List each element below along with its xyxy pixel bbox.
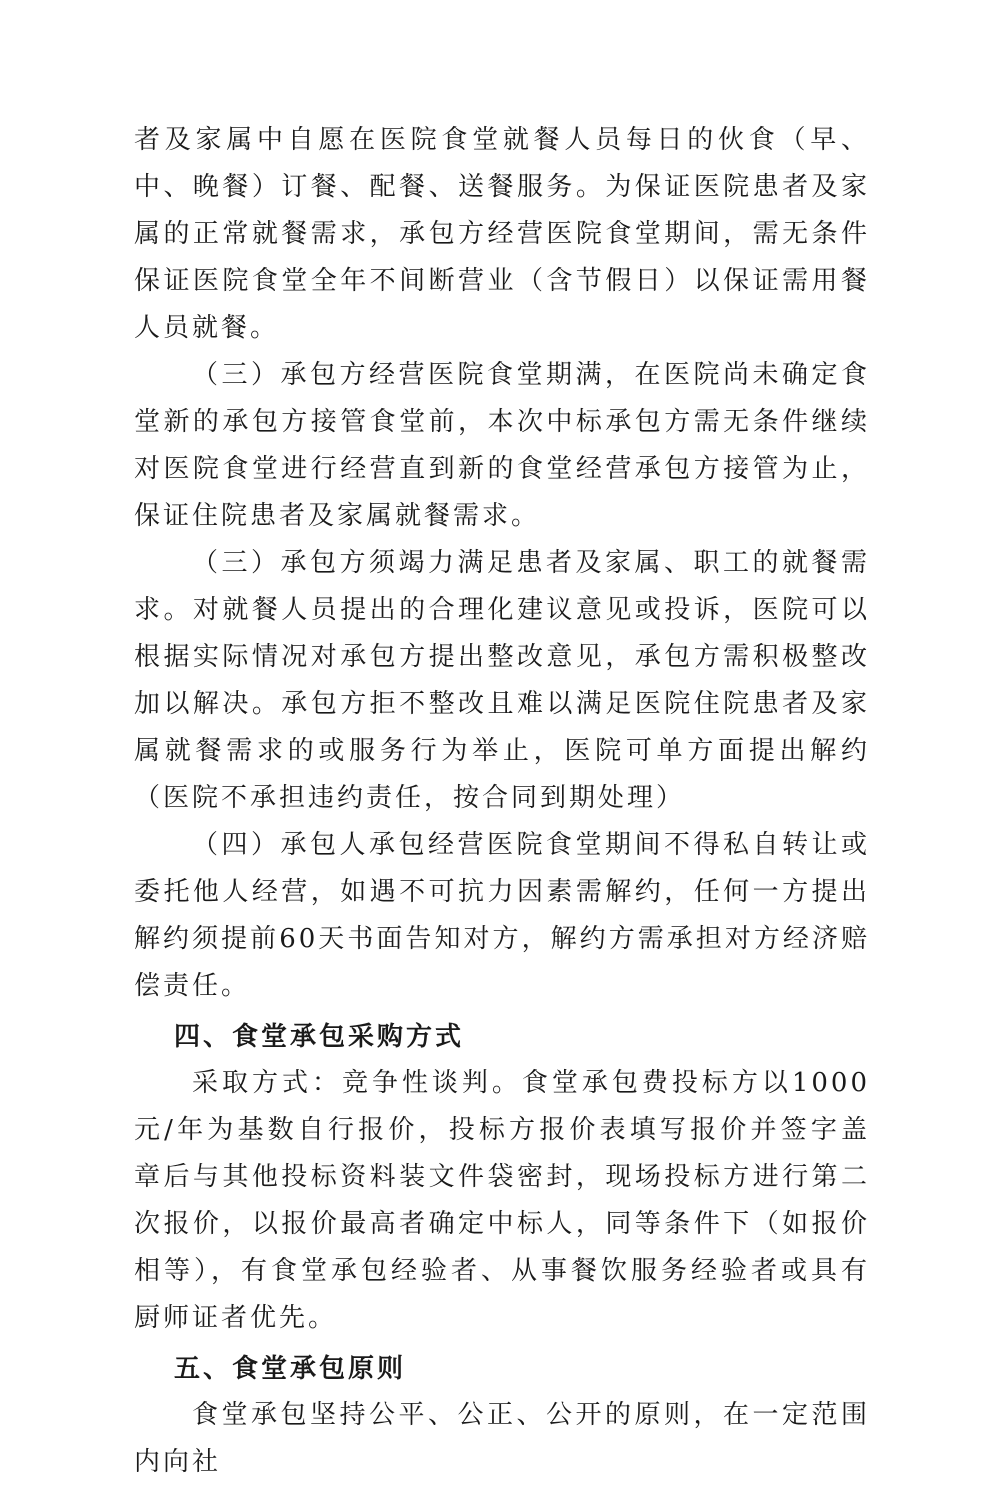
clause-three-b-paragraph: （三）承包方须竭力满足患者及家属、职工的就餐需求。对就餐人员提出的合理化建议意见或投诉，医院可以根据实际情况对承包方提出整改意见，承包方需积极整改加以解决。承包方拒不整改且难以满足医院住院患者及家属就餐需求的或服务行为举止，医院可单方面提出解约（医院不承担违约责任，按合同到期处理） <box>134 548 870 813</box>
document-body <box>134 117 870 1486</box>
section-five-body: 食堂承包坚持公平、公正、公开的原则，在一定范围内向社 <box>134 1400 870 1477</box>
clause-three-a-paragraph: （三）承包方经营医院食堂期满，在医院尚未确定食堂新的承包方接管食堂前，本次中标承包方需无条件继续对医院食堂进行经营直到新的食堂经营承包方接管为止，保证住院患者及家属就餐需求。 <box>134 360 870 531</box>
continuation-paragraph: 者及家属中自愿在医院食堂就餐人员每日的伙食（早、中、晚餐）订餐、配餐、送餐服务。为保证医院患者及家属的正常就餐需求，承包方经营医院食堂期间，需无条件保证医院食堂全年不间断营业（含节假日）以保证需用餐人员就餐。 <box>134 125 870 343</box>
section-four-body: 采取方式：竞争性谈判。食堂承包费投标方以1000元/年为基数自行报价，投标方报价表填写报价并签字盖章后与其他投标资料装文件袋密封，现场投标方进行第二次报价，以报价最高者确定中标人，同等条件下（如报价相等），有食堂承包经验者、从事餐饮服务经验者或具有厨师证者优先。 <box>134 1068 870 1333</box>
clause-four-paragraph: （四）承包人承包经营医院食堂期间不得私自转让或委托他人经营，如遇不可抗力因素需解约，任何一方提出解约须提前60天书面告知对方，解约方需承担对方经济赔偿责任。 <box>134 830 870 1001</box>
section-five-heading: 五、食堂承包原则 <box>174 1354 407 1384</box>
section-four-heading: 四、食堂承包采购方式 <box>174 1022 465 1052</box>
